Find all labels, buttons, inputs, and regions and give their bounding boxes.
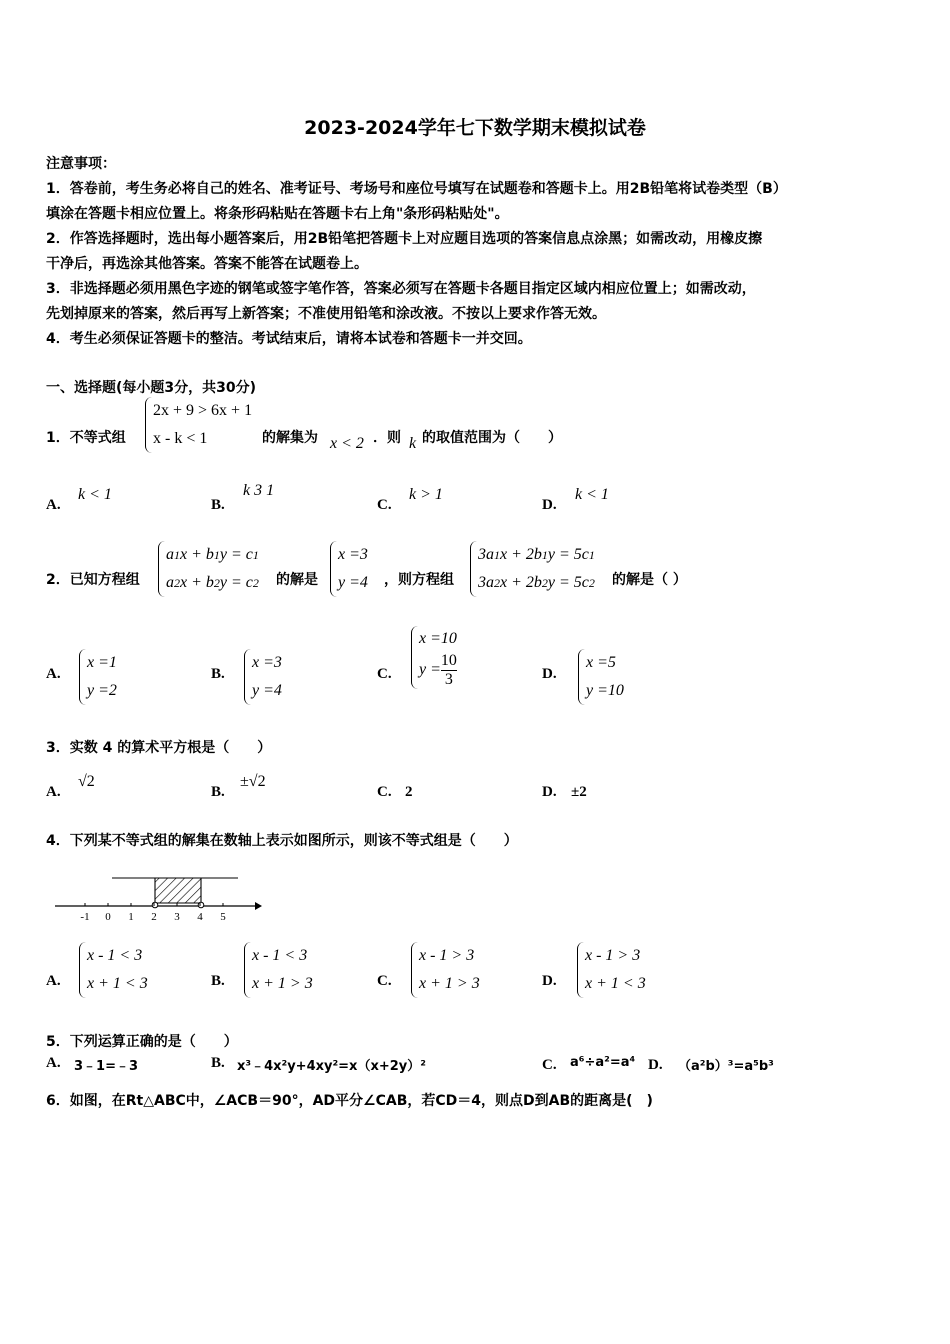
q4-label-a: A.	[46, 973, 61, 989]
q2-option-b: x =3 y =4	[244, 649, 282, 705]
tick-label: 0	[105, 911, 111, 923]
notes-line: 干净后，再选涂其他答案。答案不能答在试题卷上。	[46, 256, 368, 272]
q6-text: 6．如图，在Rt△ABC中，∠ACB＝90°，AD平分∠CAB，若CD＝4，则点D到AB的距离是( )	[46, 1093, 653, 1109]
q3-label-c: C.	[377, 784, 392, 800]
number-line-figure	[50, 868, 265, 928]
q5-label-a: A.	[46, 1055, 61, 1071]
tick-label: 4	[197, 911, 203, 923]
q4-option-d: x - 1 > 3 x + 1 < 3	[577, 942, 646, 998]
q2-option-d: x =5 y =10	[578, 649, 624, 705]
q1-option-c: k > 1	[409, 486, 443, 503]
q2-given-solution: x =3 y =4	[330, 541, 368, 597]
open-point-4	[198, 902, 204, 908]
open-point-2	[152, 902, 158, 908]
q4-option-c: x - 1 > 3 x + 1 > 3	[411, 942, 480, 998]
q1-eq2: x - k < 1	[153, 430, 208, 447]
page-title: 2023-2024学年七下数学期末模拟试卷	[304, 117, 646, 139]
q3-text: 3．实数 4 的算术平方根是（ ）	[46, 740, 272, 756]
q3-option-d: ±2	[571, 784, 587, 800]
q4-option-b: x - 1 < 3 x + 1 > 3	[244, 942, 313, 998]
q1-suffix: 的取值范围为（ ）	[422, 430, 562, 446]
q4-label-d: D.	[542, 973, 557, 989]
q5-option-a: 3﹣1=﹣3	[74, 1059, 139, 1074]
q2-system-1: a1x + b1y = c1 a2x + b2y = c2	[158, 541, 259, 597]
q2-mid2: ，则方程组	[384, 572, 454, 588]
q1-label-a: A.	[46, 497, 61, 513]
q1-mid: 的解集为	[262, 430, 318, 446]
q5-option-d: （a²b）³=a⁵b³	[678, 1059, 774, 1074]
q5-label-b: B.	[211, 1055, 225, 1071]
arrow-icon	[255, 902, 262, 910]
notes-line: 填涂在答题卡相应位置上。将条形码粘贴在答题卡右上角"条形码粘贴处"。	[46, 206, 509, 222]
q3-label-d: D.	[542, 784, 557, 800]
q2-system-2: 3a1x + 2b1y = 5c1 3a2x + 2b2y = 5c2	[470, 541, 595, 597]
q2-option-c: x =10 y = $\frac{10}{3}$	[411, 626, 457, 689]
q2-suffix: 的解是（ ）	[612, 572, 687, 588]
q2-prefix: 2．已知方程组	[46, 572, 140, 588]
q5-option-c: a⁶÷a²=a⁴	[570, 1055, 636, 1070]
q4-label-b: B.	[211, 973, 225, 989]
q3-option-c: 2	[405, 784, 413, 800]
q1-option-a: k < 1	[78, 486, 112, 503]
q3-label-b: B.	[211, 784, 225, 800]
tick-label: 1	[128, 911, 134, 923]
q2-option-a: x =1 y =2	[79, 649, 117, 705]
notes-line: 3．非选择题必须用黑色字迹的钢笔或签字笔作答，答案必须写在答题卡各题目指定区域内相应位置上；如需改动，	[46, 281, 756, 297]
q2-label-b: B.	[211, 666, 225, 682]
hatched-solution-region	[155, 878, 201, 903]
q5-label-c: C.	[542, 1057, 557, 1073]
q1-eq1: 2x + 9 > 6x + 1	[153, 402, 253, 419]
q2-mid1: 的解是	[276, 572, 318, 588]
tick-label: 2	[151, 911, 157, 923]
q5-label-d: D.	[648, 1057, 663, 1073]
notes-line: 1．答卷前，考生务必将自己的姓名、准考证号、考场号和座位号填写在试题卷和答题卡上。用2B铅笔将试卷类型（B）	[46, 181, 787, 197]
tick-label: 5	[220, 911, 226, 923]
q1-label-d: D.	[542, 497, 557, 513]
tick-label: 3	[174, 911, 180, 923]
notes-line: 2．作答选择题时，选出每小题答案后，用2B铅笔把答题卡上对应题目选项的答案信息点涂黑；如需改动，用橡皮擦	[46, 231, 763, 247]
q1-label-b: B.	[211, 497, 225, 513]
q1-k: k	[409, 435, 417, 452]
q5-text: 5．下列运算正确的是（ ）	[46, 1034, 238, 1050]
q3-label-a: A.	[46, 784, 61, 800]
section-heading: 一、选择题(每小题3分，共30分)	[46, 380, 257, 396]
q5-option-b: x³﹣4x²y+4xy²=x（x+2y）²	[237, 1059, 426, 1074]
q1-label-c: C.	[377, 497, 392, 513]
q1-system	[145, 397, 252, 453]
q1-option-b: k 3 1	[243, 482, 275, 499]
q2-label-d: D.	[542, 666, 557, 682]
q4-option-a: x - 1 < 3 x + 1 < 3	[79, 942, 148, 998]
notes-line: 4．考生必须保证答题卡的整洁。考试结束后，请将本试卷和答题卡一并交回。	[46, 331, 532, 347]
q1-prefix: 1．不等式组	[46, 430, 126, 446]
q2-label-c: C.	[377, 666, 392, 682]
q2-label-a: A.	[46, 666, 61, 682]
q3-option-a: √2	[78, 773, 95, 790]
notes-heading: 注意事项：	[46, 156, 116, 172]
q1-solution: x < 2	[330, 435, 364, 452]
notes-line: 先划掉原来的答案，然后再写上新答案；不准使用铅笔和涂改液。不按以上要求作答无效。	[46, 306, 606, 322]
q4-label-c: C.	[377, 973, 392, 989]
q1-option-d: k < 1	[575, 486, 609, 503]
q4-text: 4．下列某不等式组的解集在数轴上表示如图所示，则该不等式组是（ ）	[46, 833, 518, 849]
q3-option-b: ±√2	[240, 773, 266, 790]
q1-mid2: ．则	[373, 430, 401, 446]
tick-label: -1	[80, 911, 90, 923]
